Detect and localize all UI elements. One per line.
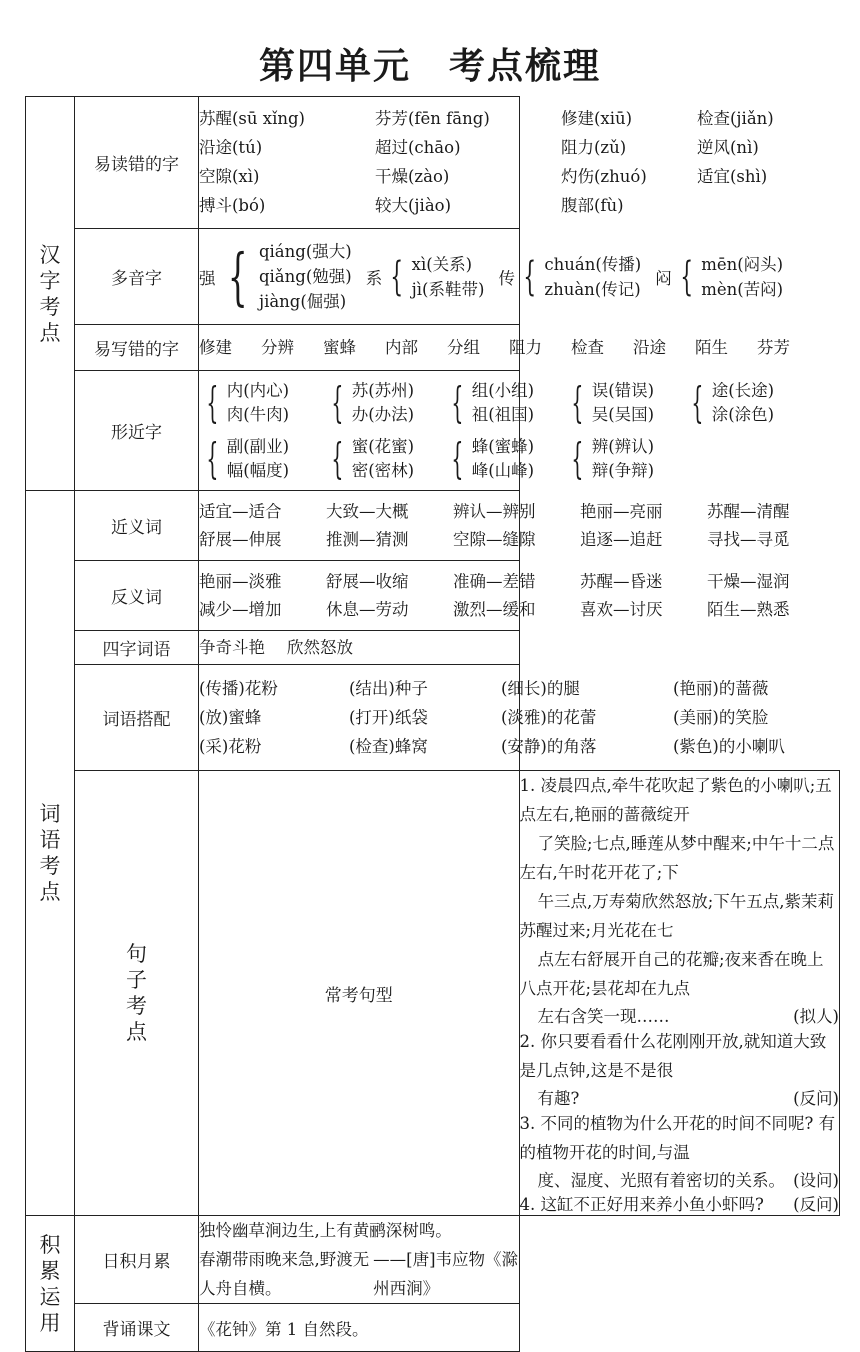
word-item: 修建: [199, 337, 232, 357]
similar-char-group: [564, 435, 684, 483]
synonym-pair: 追逐—追赶: [580, 529, 663, 549]
title-topic: 考点梳理: [449, 46, 602, 87]
word-item: 芬芳: [757, 337, 790, 357]
similar-char: 涂(涂色): [711, 404, 775, 424]
similar-char: 辨(辨认): [591, 436, 655, 456]
idiom-item: 欣然怒放: [287, 637, 353, 657]
brace-icon: {: [206, 377, 219, 427]
word-item: 腹部(fù): [561, 196, 624, 215]
word-item: 分辨: [261, 337, 294, 357]
section-juzi: 句子考点: [75, 771, 199, 1216]
similar-char-group: [444, 379, 564, 427]
word-item: 较大(jiào): [375, 196, 452, 215]
sentence-2-tag: (反问): [793, 1089, 839, 1108]
section-ciyu: 词语考点: [26, 491, 75, 1216]
polyphone-reading: qiáng(强大): [258, 242, 352, 261]
brace-icon: {: [227, 239, 248, 313]
similar-char: 办(办法): [351, 404, 415, 424]
similar-char: 途(长途): [711, 380, 775, 400]
similar-char: 辩(争辩): [591, 460, 655, 480]
similar-char-group: [324, 379, 444, 427]
poem-line-2: 春潮带雨晚来急,野渡无人舟自横。: [199, 1250, 370, 1298]
similar-char: 肉(牛肉): [226, 404, 290, 424]
collocation-item: (检查)蜂窝: [349, 737, 428, 756]
similar-char-group: [324, 435, 444, 483]
collocation-item: (结出)种子: [349, 679, 428, 698]
row-label-juxing: 常考句型: [199, 771, 520, 1216]
similar-char: 苏(苏州): [351, 380, 415, 400]
word-item: 阻力(zǔ): [561, 138, 627, 157]
collocation-item: (细长)的腿: [501, 679, 580, 698]
row-label-beisong: 背诵课文: [75, 1304, 199, 1352]
section-jilei: 积累运用: [26, 1216, 75, 1352]
synonym-pair: 苏醒—清醒: [707, 501, 790, 521]
row-content-duoyin: [199, 229, 784, 325]
row-label-sizi: 四字词语: [75, 631, 199, 665]
sentence-2: 2. 你只要看看什么花刚刚开放,就知道大致是几点钟,这是不是很: [519, 1032, 827, 1080]
polyphone-reading: jì(系鞋带): [411, 279, 485, 299]
antonym-pair: 激烈—缓和: [453, 599, 536, 619]
similar-char-group: [444, 435, 564, 483]
similar-char-group: [684, 379, 804, 427]
word-item: 检查: [571, 337, 604, 357]
brace-icon: {: [523, 253, 537, 300]
brace-icon: {: [331, 377, 344, 427]
similar-char: 幅(幅度): [226, 460, 290, 480]
row-label-dapei: 词语搭配: [75, 665, 199, 771]
row-label-fanyi: 反义词: [75, 561, 199, 631]
row-content-yidu: [199, 97, 774, 229]
row-content-sizi: [199, 631, 520, 665]
brace-icon: {: [451, 433, 464, 483]
brace-icon: {: [206, 433, 219, 483]
polyphone-char: 强: [199, 268, 216, 288]
similar-char-group: [199, 379, 324, 427]
word-item: 空隙(xì): [199, 167, 260, 186]
antonym-pair: 舒展—收缩: [326, 571, 409, 591]
title-unit: 第四单元: [258, 46, 411, 87]
review-table: [25, 96, 840, 1352]
word-item: 阻力: [509, 337, 542, 357]
row-content-dapei: [199, 665, 785, 771]
similar-char: 密(密林): [351, 460, 415, 480]
polyphone-char: 系: [365, 268, 383, 288]
polyphone-group: [655, 252, 783, 302]
similar-char: 内(内心): [226, 380, 290, 400]
row-content-beisong: 《花钟》第 1 自然段。: [199, 1304, 520, 1352]
brace-icon: {: [390, 253, 404, 300]
polyphone-reading: mēn(闷头): [701, 254, 784, 274]
polyphone-reading: zhuàn(传记): [544, 279, 641, 299]
word-item: 修建(xiū): [561, 109, 633, 128]
synonym-pair: 艳丽—亮丽: [580, 501, 663, 521]
collocation-item: (放)蜜蜂: [199, 708, 262, 727]
word-item: 适宜(shì): [697, 167, 768, 186]
antonym-pair: 减少—增加: [199, 599, 282, 619]
polyphone-group: [199, 239, 352, 314]
collocation-item: (淡雅)的花蕾: [501, 708, 597, 727]
collocation-item: (紫色)的小喇叭: [673, 737, 785, 756]
row-content-xingjin: [199, 371, 775, 491]
word-item: 沿途(tú): [199, 138, 263, 157]
row-label-jinyi: 近义词: [75, 491, 199, 561]
word-item: 蜜蜂: [323, 337, 356, 357]
brace-icon: {: [680, 253, 693, 300]
row-content-juxing: 1. 凌晨四点,牵牛花吹起了紫色的小喇叭;五点左右,艳丽的蔷薇绽开 了笑脸;七点,睡莲从梦中醒来;中午十二点左右,午时花开花了;下 午三点,万寿菊欣然怒放;下午五点,紫茉莉苏醒过来;月光花在七 点左右舒展开自己的花瓣;夜来香在晚上八点开花;昙花却在九点 左右含笑一现…… (拟人) 2. 你只要看看什么花刚刚开放,就知道大致是几点钟,这是不是很 有趣? (反问) 3. 不同的植物为什么开花的时间不同呢? 有的植物开花的时间,与温 度、湿度、光照有着密切的关系。 (设问) 4. 这缸不正好用来养小鱼小虾吗? (反问): [519, 771, 840, 1216]
polyphone-char: 闷: [655, 268, 672, 288]
antonym-pair: 苏醒—昏迷: [580, 571, 663, 591]
section-hanzi: 汉字考点: [26, 97, 75, 491]
collocation-item: (打开)纸袋: [349, 708, 428, 727]
collocation-item: (采)花粉: [199, 737, 262, 756]
polyphone-char: 传: [498, 268, 515, 288]
row-label-riji: 日积月累: [75, 1216, 199, 1304]
page-title: [0, 38, 860, 89]
polyphone-reading: jiàng(倔强): [258, 292, 347, 311]
similar-char: 副(副业): [226, 436, 290, 456]
synonym-pair: 适宜—适合: [199, 501, 282, 521]
similar-char: 峰(山峰): [471, 460, 535, 480]
collocation-item: (安静)的角落: [501, 737, 597, 756]
polyphone-reading: xì(关系): [411, 254, 473, 274]
sentence-1: 1. 凌晨四点,牵牛花吹起了紫色的小喇叭;五点左右,艳丽的蔷薇绽开 了笑脸;七点,睡莲从梦中醒来;中午十二点左右,午时花开花了;下 午三点,万寿菊欣然怒放;下午五点,紫茉莉苏醒过来;月光花在七 点左右舒展开自己的花瓣;夜来香在晚上八点开花;昙花却在九点: [519, 776, 835, 998]
synonym-pair: 空隙—缝隙: [453, 529, 536, 549]
poem-source: ——[唐]韦应物《滁州西涧》: [373, 1250, 519, 1298]
antonym-pair: 干燥—湿润: [707, 571, 790, 591]
word-item: 干燥(zào): [375, 167, 450, 186]
polyphone-reading: qiǎng(勉强): [258, 267, 352, 286]
sentence-3: 3. 不同的植物为什么开花的时间不同呢? 有的植物开花的时间,与温: [519, 1114, 836, 1162]
word-item: 芬芳(fēn fāng): [375, 109, 490, 128]
polyphone-group: [498, 252, 641, 302]
synonym-pair: 舒展—伸展: [199, 529, 282, 549]
similar-char-group: [199, 435, 324, 483]
synonym-pair: 辨认—辨别: [453, 501, 536, 521]
word-item: [697, 193, 817, 219]
word-item: 分组: [447, 337, 480, 357]
sentence-4: 4. 这缸不正好用来养小鱼小虾吗? (反问): [520, 1191, 840, 1215]
row-content-jinyi: [199, 491, 790, 561]
collocation-item: (美丽)的笑脸: [673, 708, 769, 727]
synonym-pair: 寻找—寻觅: [707, 529, 790, 549]
row-label-yidu: 易读错的字: [75, 97, 199, 229]
antonym-pair: 艳丽—淡雅: [199, 571, 282, 591]
word-item: 苏醒(sū xǐng): [199, 109, 305, 128]
row-label-yixie: 易写错的字: [75, 325, 199, 371]
word-item: 陌生: [695, 337, 728, 357]
row-content-fanyi: [199, 561, 790, 631]
sentence-4-tag: (反问): [793, 1195, 839, 1214]
word-item: 内部: [385, 337, 418, 357]
word-item: 超过(chāo): [375, 138, 461, 157]
row-content-riji: [199, 1216, 520, 1304]
synonym-pair: 大致—大概: [326, 501, 409, 521]
synonym-pair: 推测—猜测: [326, 529, 409, 549]
similar-char: 蜂(蜜蜂): [471, 436, 535, 456]
similar-char: 误(错误): [591, 380, 655, 400]
antonym-pair: 喜欢—讨厌: [580, 599, 663, 619]
brace-icon: {: [331, 433, 344, 483]
antonym-pair: 休息—劳动: [326, 599, 409, 619]
sentence-1-tag: (拟人): [793, 1007, 839, 1026]
similar-char: 吴(吴国): [591, 404, 655, 424]
brace-icon: {: [691, 377, 704, 427]
poem-line-1: 独怜幽草涧边生,上有黄鹂深树鸣。: [199, 1221, 452, 1240]
brace-icon: {: [451, 377, 464, 427]
row-label-duoyin: 多音字: [75, 229, 199, 325]
brace-icon: {: [571, 377, 584, 427]
sentence-3-tag: (设问): [793, 1171, 839, 1190]
polyphone-reading: mèn(苦闷): [701, 279, 784, 299]
brace-icon: {: [571, 433, 584, 483]
row-content-yixie: [199, 325, 790, 371]
polyphone-reading: chuán(传播): [544, 254, 642, 274]
word-item: 灼伤(zhuó): [561, 167, 647, 186]
word-item: 沿途: [633, 337, 666, 357]
similar-char: 祖(祖国): [471, 404, 535, 424]
word-item: 检查(jiǎn): [697, 109, 774, 128]
word-item: 逆风(nì): [697, 138, 759, 157]
polyphone-group: [366, 252, 485, 302]
similar-char: 蜜(花蜜): [351, 436, 415, 456]
antonym-pair: 准确—差错: [453, 571, 536, 591]
collocation-item: (传播)花粉: [199, 679, 278, 698]
similar-char: 组(小组): [471, 380, 535, 400]
similar-char-group: [564, 379, 684, 427]
collocation-item: (艳丽)的蔷薇: [673, 679, 769, 698]
word-item: 搏斗(bó): [199, 196, 266, 215]
idiom-item: 争奇斗艳: [199, 637, 265, 657]
row-label-xingjin: 形近字: [75, 371, 199, 491]
antonym-pair: 陌生—熟悉: [707, 599, 790, 619]
